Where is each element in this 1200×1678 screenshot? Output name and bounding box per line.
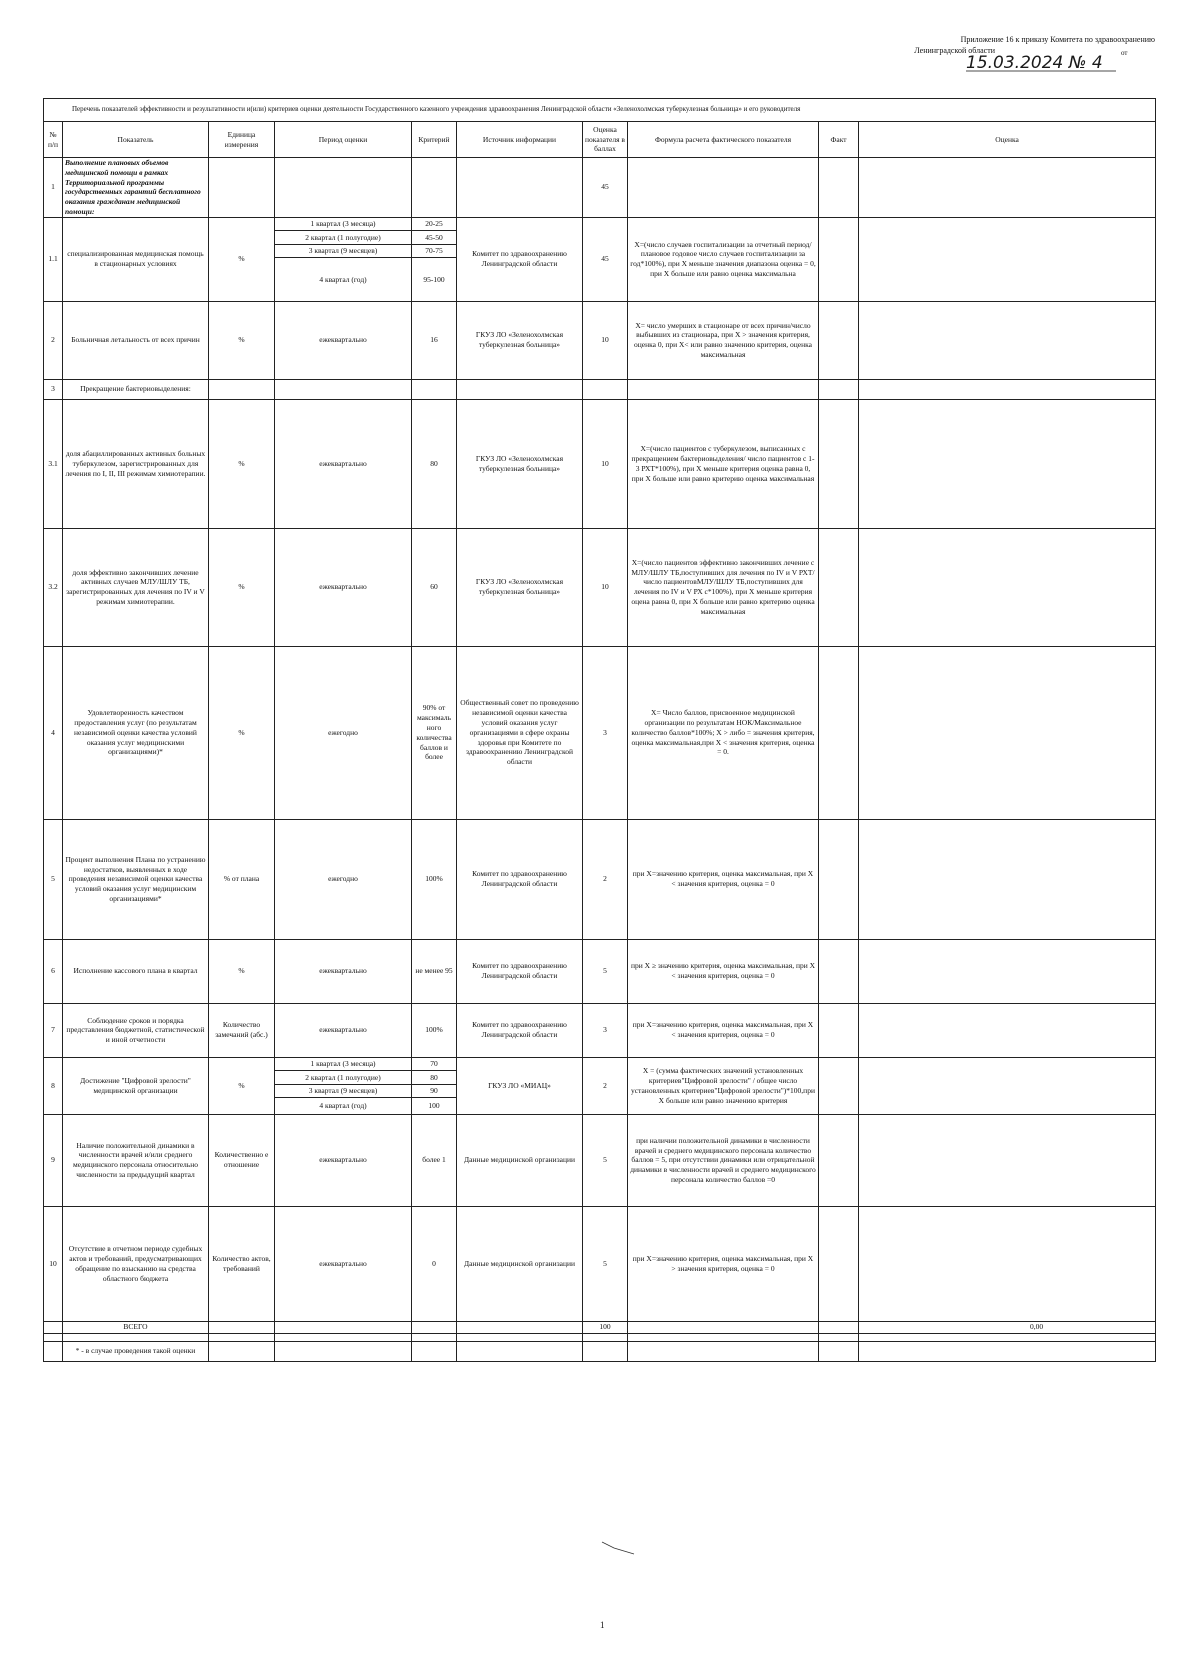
col-period-header: Период оценки [275,122,412,158]
row-source: Комитет по здравоохранению Ленинградской области [457,819,583,939]
row-formula: при Х=значению критерия, оценка максимальная, при Х < значения критерия, оценка = 0 [628,1003,819,1057]
criterion-cell: 100 [428,1101,440,1111]
table-row [44,1114,1156,1206]
col-rating-header: Оценка [859,122,1156,158]
col-fact-header: Факт [819,122,859,158]
criterion-cell: 70 [412,1058,456,1071]
period-cell: 4 квартал (год) [319,1101,367,1111]
row-score: 5 [583,1206,628,1321]
row-unit: % [209,301,275,379]
row-number: 1 [44,158,63,218]
row-indicator: Больничная летальность от всех причин [63,301,209,379]
row-rating [859,158,1156,218]
svg-text:15.03.2024 № 4: 15.03.2024 № 4 [966,53,1103,73]
row-score: 3 [583,1003,628,1057]
row-formula: Х=(число пациентов с туберкулезом, выписанных с прекращением бактериовыделения/ число пациентов с 1-3 РХТ*100%), при Х меньше критерия оценка равна 0, при Х больше или равно критерию оценка максимальная [628,399,819,528]
row-formula [628,158,819,218]
row-fact [819,819,859,939]
row-rating [859,1114,1156,1206]
criterion-cell: 90 [412,1084,456,1098]
row-indicator: Соблюдение сроков и порядка представления бюджетной, статистической и иной отчетности [63,1003,209,1057]
row-indicator: Процент выполнения Плана по устранению недостатков, выявленных в ходе проведения независимой оценки качества условий оказания услуг медицинским организациями* [63,819,209,939]
row-criterion: 80 [412,399,457,528]
row-indicator: Удовлетворенность качеством предоставления услуг (по результатам независимой оценки качества условий оказания услуг медицинскими организациями)* [63,646,209,819]
row-indicator: доля эффективно закончивших лечение активных случаев МЛУ/ШЛУ ТБ, зарегистрированных для лечения по IV и V режимам химиотерапии. [63,528,209,646]
row-period: ежеквартально [275,1114,412,1206]
row-rating [859,1003,1156,1057]
row-source: Комитет по здравоохранению Ленинградской области [457,1003,583,1057]
row-period: ежегодно [275,646,412,819]
row-number: 5 [44,819,63,939]
row-rating [859,939,1156,1003]
criterion-cell: 80 [412,1071,456,1085]
row-period: ежеквартально [275,399,412,528]
handwritten-date [966,50,1156,76]
col-indicator-header: Показатель [63,122,209,158]
table-row [44,399,1156,528]
row-criterion [412,158,457,218]
row-number: 6 [44,939,63,1003]
row-unit: Количество замечаний (абс.) [209,1003,275,1057]
row-formula: при Х=значению критерия, оценка максимальная, при Х < значения критерия, оценка = 0 [628,819,819,939]
row-source: Данные медицинской организации [457,1114,583,1206]
table-row [44,939,1156,1003]
row-score: 45 [583,217,628,301]
row-number: 2 [44,301,63,379]
row-indicator: Достижение "Цифровой зрелости" медицинской организации [63,1057,209,1114]
row-score: 45 [583,158,628,218]
period-cell: 2 квартал (1 полугодие) [275,231,411,245]
row-score: 2 [583,1057,628,1114]
svg-text:от: от [1121,50,1128,57]
row-source: ГКУЗ ЛО «МИАЦ» [457,1057,583,1114]
row-number: 3 [44,379,63,399]
row-source: Комитет по здравоохранению Ленинградской области [457,939,583,1003]
col-criterion-header: Критерий [412,122,457,158]
row-rating [859,301,1156,379]
row-fact [819,301,859,379]
header-line-1: Приложение 16 к приказу Комитета по здравоохранению [960,35,1155,44]
row-unit: % [209,528,275,646]
row-criterion [412,217,457,301]
table-row [44,379,1156,399]
row-number: 1.1 [44,217,63,301]
period-cell: 3 квартал (9 месяцев) [275,244,411,258]
row-unit: % [209,939,275,1003]
row-formula: Х=(число случаев госпитализации за отчетный период/ плановое годовое число случаев госпитализации за год*100%), при Х меньше значения диапазона оценка = 0, при Х больше или равно оценка максимальна [628,217,819,301]
criterion-cell: 20-25 [412,218,456,231]
row-rating [859,1057,1156,1114]
row-source [457,158,583,218]
period-cell: 1 квартал (3 месяца) [275,1058,411,1071]
row-indicator: Прекращение бактериовыделения: [63,379,209,399]
row-formula: при Х=значению критерия, оценка максимальная, при Х > значения критерия, оценка = 0 [628,1206,819,1321]
row-source [457,379,583,399]
row-source: ГКУЗ ЛО «Зеленохолмская туберкулезная больница» [457,528,583,646]
row-score [583,379,628,399]
page-number: 1 [600,1620,605,1630]
table-row [44,1057,1156,1114]
row-formula: Х= Число баллов, присвоенное медицинской организации по результатам НОК/Максимальное количество баллов*100%; Х > либо = значения критерия, оценка максимальная,при Х < значения критерия, оценка = 0. [628,646,819,819]
row-period: ежеквартально [275,939,412,1003]
row-rating [859,217,1156,301]
row-score: 10 [583,528,628,646]
criterion-cell: 95-100 [423,274,445,284]
row-fact [819,939,859,1003]
row-unit [209,158,275,218]
row-fact [819,1057,859,1114]
row-unit: % от плана [209,819,275,939]
row-indicator: специализированная медицинская помощь в стационарных условиях [63,217,209,301]
row-source: Общественный совет по проведению независимой оценки качества условий оказания услуг организациями в сфере охраны здоровья при Комитете по здравоохранению Ленинградской области [457,646,583,819]
table-title: Перечень показателей эффективности и результативности и(или) критериев оценки деятельности Государственного казенного учреждения здравоохранения Ленинградской области «Зеленохолмская туберкулезная больница» и его руководителя [44,99,1156,122]
row-criterion: 0 [412,1206,457,1321]
indicators-table [43,98,1156,1362]
row-score: 5 [583,939,628,1003]
row-unit: % [209,217,275,301]
row-rating [859,379,1156,399]
row-number: 10 [44,1206,63,1321]
row-criterion: 90% от максималь ного количества баллов и более [412,646,457,819]
row-score: 10 [583,399,628,528]
row-number: 9 [44,1114,63,1206]
table-row [44,1003,1156,1057]
table-row [44,158,1156,218]
criterion-cell: 70-75 [412,244,456,258]
period-cell: 1 квартал (3 месяца) [275,218,411,231]
row-fact [819,158,859,218]
row-formula [628,379,819,399]
row-fact [819,646,859,819]
row-period: ежеквартально [275,1003,412,1057]
row-criterion: не менее 95 [412,939,457,1003]
row-criterion [412,379,457,399]
row-formula: при Х ≥ значению критерия, оценка максимальная, при Х < значения критерия, оценка = 0 [628,939,819,1003]
row-unit: % [209,646,275,819]
total-row [44,1321,1156,1333]
row-score: 2 [583,819,628,939]
row-number: 7 [44,1003,63,1057]
row-period [275,217,412,301]
row-criterion: 16 [412,301,457,379]
row-unit: Количественно е отношение [209,1114,275,1206]
row-indicator: Отсутствие в отчетном периоде судебных актов и требований, предусматривающих обращение по взысканию на средства областного бюджета [63,1206,209,1321]
row-unit: % [209,1057,275,1114]
row-unit [209,379,275,399]
criterion-cell: 45-50 [412,231,456,245]
row-rating [859,819,1156,939]
row-period: ежеквартально [275,301,412,379]
row-fact [819,379,859,399]
row-criterion: более 1 [412,1114,457,1206]
col-formula-header: Формула расчета фактического показателя [628,122,819,158]
row-fact [819,399,859,528]
period-cell: 2 квартал (1 полугодие) [275,1071,411,1085]
row-fact [819,1114,859,1206]
row-source: Данные медицинской организации [457,1206,583,1321]
row-formula: Х=(число пациентов эффективно закончивших лечение с МЛУ/ШЛУ ТБ,поступивших для лечения по IV и V РХТ/ число пациентовМЛУ/ШЛУ ТБ,поступивших для лечения по IV и V РХ с*100%), при Х меньше критерия оцена равна 0, при Х больше или равно критерию оценка максимальная [628,528,819,646]
table-row [44,217,1156,301]
row-period: ежеквартально [275,528,412,646]
total-label: ВСЕГО [63,1321,209,1333]
table-row [44,528,1156,646]
row-formula: при наличии положительной динамики в численности врачей и среднего медицинского персонала количество баллов = 5, при отсутствии динамики или отрицательной динамики в численности врачей и среднего медицинского персонала количество баллов =0 [628,1114,819,1206]
table-row [44,819,1156,939]
row-criterion: 100% [412,819,457,939]
row-source: Комитет по здравоохранению Ленинградской области [457,217,583,301]
row-period [275,158,412,218]
row-criterion: 100% [412,1003,457,1057]
period-cell: 3 квартал (9 месяцев) [275,1084,411,1098]
total-value: 0,00 [859,1321,1156,1333]
row-source: ГКУЗ ЛО «Зеленохолмская туберкулезная больница» [457,399,583,528]
row-indicator: Наличие положительной динамики в численности врачей и/или среднего медицинского персонала относительно численности за предыдущий квартал [63,1114,209,1206]
row-rating [859,528,1156,646]
row-indicator: Выполнение плановых объемов медицинской помощи в рамках Территориальной программы государственных гарантий бесплатного оказания гражданам медицинской помощи: [63,158,209,218]
row-score: 10 [583,301,628,379]
row-unit: % [209,399,275,528]
row-source: ГКУЗ ЛО «Зеленохолмская туберкулезная больница» [457,301,583,379]
row-fact [819,1003,859,1057]
period-cell: 4 квартал (год) [319,274,367,284]
row-period [275,1057,412,1114]
table-row [44,646,1156,819]
pen-mark [600,1540,640,1556]
row-rating [859,646,1156,819]
col-unit-header: Единица измерения [209,122,275,158]
footnote: * - в случае проведения такой оценки [63,1341,209,1361]
row-fact [819,217,859,301]
row-period: ежеквартально [275,1206,412,1321]
row-rating [859,399,1156,528]
table-row [44,1206,1156,1321]
col-score-header: Оценка показателя в баллах [583,122,628,158]
row-score: 3 [583,646,628,819]
col-num-header: № п/п [44,122,63,158]
row-number: 3.1 [44,399,63,528]
row-criterion [412,1057,457,1114]
row-criterion: 60 [412,528,457,646]
row-fact [819,1206,859,1321]
row-unit: Количество актов, требований [209,1206,275,1321]
row-indicator: доля абациллированных активных больных туберкулезом, зарегистрированных для лечения по I, II, III режимам химиотерапии. [63,399,209,528]
row-score: 5 [583,1114,628,1206]
row-number: 4 [44,646,63,819]
row-period: ежегодно [275,819,412,939]
header-line-2: Ленинградской области [914,46,995,55]
row-indicator: Исполнение кассового плана в квартал [63,939,209,1003]
row-number: 3.2 [44,528,63,646]
row-fact [819,528,859,646]
row-period [275,379,412,399]
col-source-header: Источник информации [457,122,583,158]
row-rating [859,1206,1156,1321]
total-score: 100 [583,1321,628,1333]
row-number: 8 [44,1057,63,1114]
row-formula: Х= число умерших в стационаре от всех причин/число выбывших из стационара, при Х > значения критерия, оценка 0, при Х< или равно значению критерия, оценка максимальная [628,301,819,379]
row-formula: Х = (сумма фактических значений установленных критериев"Цифровой зрелости" / общее число установленных критериев"Цифровой зрелости")*100,при Х больше или равно значению критерия [628,1057,819,1114]
table-row [44,301,1156,379]
